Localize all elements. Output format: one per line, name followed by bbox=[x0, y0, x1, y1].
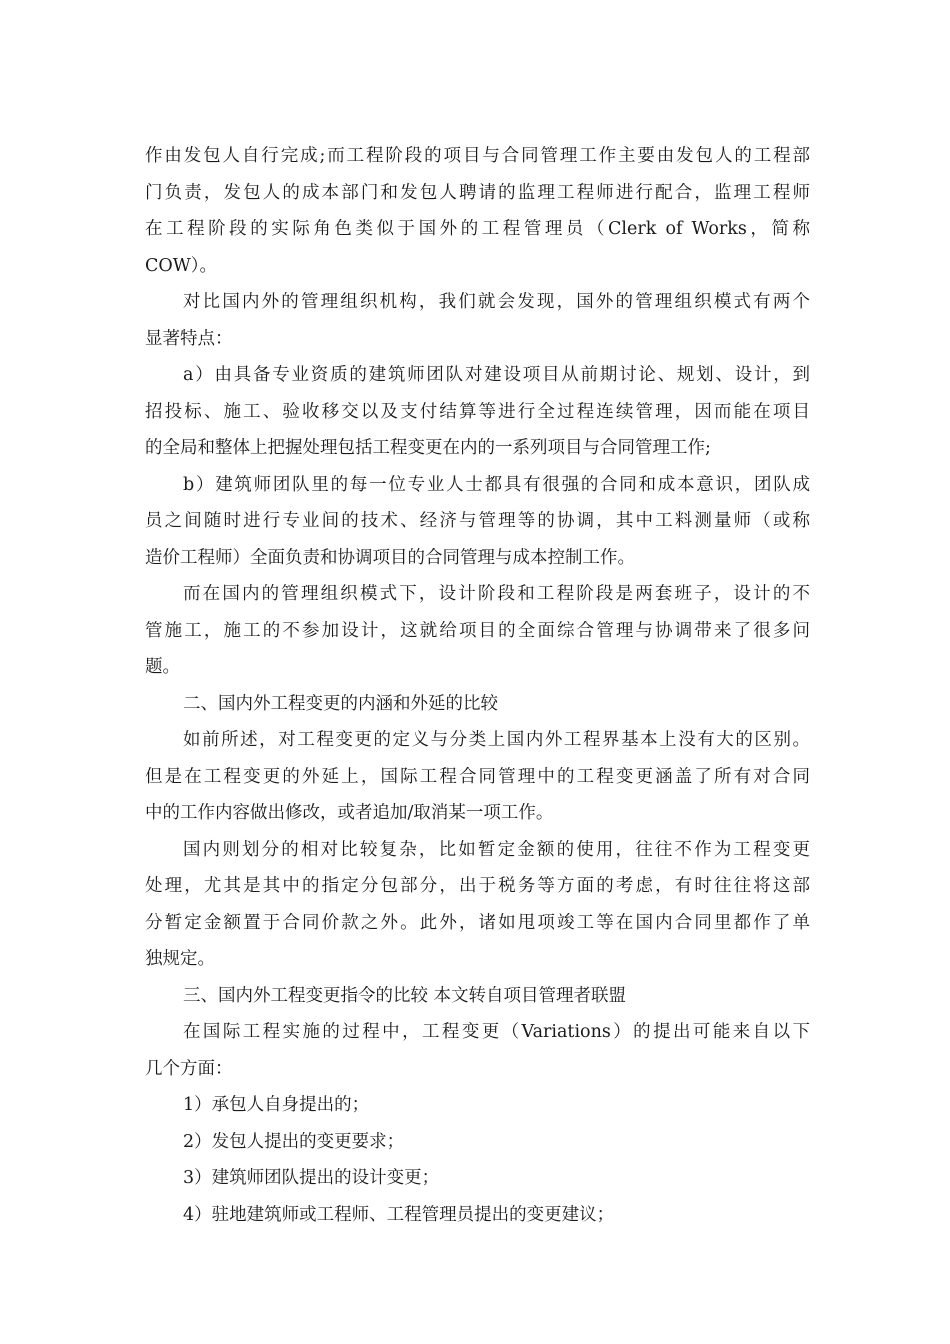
text-line: 在工程阶段的实际角色类似于国外的工程管理员（Clerk of Works，简称 bbox=[145, 219, 810, 239]
text-line: 处理，尤其是其中的指定分包部分，出于税务等方面的考虑，有时往往将这部 bbox=[145, 876, 810, 896]
text-line: 显著特点： bbox=[145, 328, 233, 349]
text-line: 在国际工程实施的过程中，工程变更（Variations）的提出可能来自以下 bbox=[183, 1022, 810, 1042]
list-item: 1）承包人自身提出的； bbox=[183, 1095, 370, 1115]
text-line: 员之间随时进行专业间的技术、经济与管理等的协调，其中工料测量师（或称 bbox=[145, 511, 810, 531]
document-body bbox=[145, 138, 810, 1233]
text-line: 如前所述，对工程变更的定义与分类上国内外工程界基本上没有大的区别。 bbox=[183, 730, 810, 750]
text-line: COW）。 bbox=[145, 255, 217, 276]
list-item: 3）建筑师团队提出的设计变更； bbox=[183, 1168, 440, 1188]
text-line: 门负责，发包人的成本部门和发包人聘请的监理工程师进行配合，监理工程师 bbox=[145, 182, 810, 203]
text-line: 几个方面： bbox=[145, 1058, 233, 1079]
text-line: 独规定。 bbox=[145, 949, 215, 969]
text-line: 作由发包人自行完成;而工程阶段的项目与合同管理工作主要由发包人的工程部 bbox=[145, 146, 810, 166]
text-line: 但是在工程变更的外延上，国际工程合同管理中的工程变更涵盖了所有对合同 bbox=[145, 766, 810, 787]
section-heading: 二、国内外工程变更的内涵和外延的比较 bbox=[183, 693, 498, 714]
text-line: 对比国内外的管理组织机构，我们就会发现，国外的管理组织模式有两个 bbox=[183, 292, 810, 312]
text-line: 造价工程师）全面负责和协调项目的合同管理与成本控制工作。 bbox=[145, 547, 635, 568]
text-line: 的全局和整体上把握处理包括工程变更在内的一系列项目与合同管理工作; bbox=[145, 438, 711, 458]
list-item: 2）发包人提出的变更要求； bbox=[183, 1131, 405, 1152]
text-line: 管施工，施工的不参加设计，这就给项目的全面综合管理与协调带来了很多问 bbox=[145, 620, 810, 641]
list-item: 4）驻地建筑师或工程师、工程管理员提出的变更建议； bbox=[183, 1204, 615, 1225]
text-line: 题。 bbox=[145, 657, 180, 677]
text-line: 国内则划分的相对比较复杂，比如暂定金额的使用，往往不作为工程变更 bbox=[183, 839, 810, 860]
text-line: 分暂定金额置于合同价款之外。此外，诸如甩项竣工等在国内合同里都作了单 bbox=[145, 912, 810, 933]
text-line: 而在国内的管理组织模式下，设计阶段和工程阶段是两套班子，设计的不 bbox=[183, 584, 810, 604]
text-line: 招投标、施工、验收移交以及支付结算等进行全过程连续管理，因而能在项目 bbox=[145, 401, 810, 422]
text-line: b）建筑师团队里的每一位专业人士都具有很强的合同和成本意识，团队成 bbox=[183, 474, 810, 495]
text-line: a）由具备专业资质的建筑师团队对建设项目从前期讨论、规划、设计，到 bbox=[183, 365, 810, 385]
text-line: 中的工作内容做出修改，或者追加/取消某一项工作。 bbox=[145, 803, 554, 823]
section-heading: 三、国内外工程变更指令的比较 本文转自项目管理者联盟 bbox=[183, 985, 627, 1006]
